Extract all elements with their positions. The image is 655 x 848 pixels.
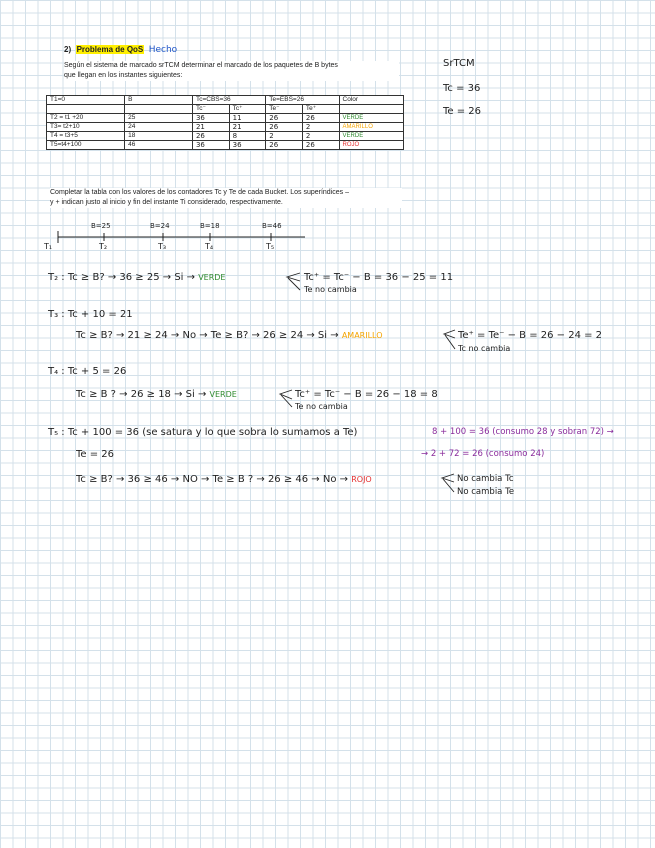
t5-result: ROJO bbox=[351, 475, 372, 484]
instructions-line-2: y + indican justo al inicio y fin del instante Ti considerado, respectivamente. bbox=[50, 199, 283, 206]
cell-color: ROJO bbox=[339, 141, 403, 150]
branch-arrow bbox=[442, 474, 454, 482]
timeline-t-label: T₅ bbox=[266, 242, 275, 251]
t3-main: Tc ≥ B? → 21 ≥ 24 → No → Te ≥ B? → 26 ≥ 24 → Si → bbox=[76, 330, 339, 341]
t2-branch-2: Te no cambia bbox=[304, 285, 357, 294]
subheader-tc-plus: Tc⁺ bbox=[229, 105, 266, 114]
cell-te-plus: 26 bbox=[302, 114, 339, 123]
t3-step bbox=[76, 330, 383, 341]
t5-note-2: → 2 + 72 = 26 (consumo 24) bbox=[421, 449, 545, 459]
branch-arrow bbox=[280, 390, 292, 399]
header-te: Te=EBS=26 bbox=[266, 96, 339, 105]
subheader-te-minus: Te⁻ bbox=[266, 105, 303, 114]
t5-head: T₅ : Tc + 100 = 36 (se satura y lo que sobra lo sumamos a Te) bbox=[48, 427, 358, 438]
branch-arrow bbox=[287, 273, 300, 281]
cell-tc-plus: 11 bbox=[229, 114, 266, 123]
cell-b: 25 bbox=[125, 114, 193, 123]
timeline-t-label: T₁ bbox=[44, 242, 53, 251]
cell-b: 24 bbox=[125, 123, 193, 132]
intro-line-2: que llegan en los instantes siguientes: bbox=[64, 72, 183, 79]
t4-result: VERDE bbox=[209, 390, 237, 399]
status-note: Hecho bbox=[148, 45, 178, 55]
branch-arrow bbox=[443, 479, 454, 492]
problem-number: 2) bbox=[64, 45, 72, 54]
cell-tc-plus: 21 bbox=[229, 123, 266, 132]
t2-main: T₂ : Tc ≥ B? → 36 ≥ 25 → Si → bbox=[48, 272, 195, 283]
cell-te-minus: 26 bbox=[266, 114, 303, 123]
t5-step bbox=[76, 474, 372, 485]
cell-color: VERDE bbox=[339, 114, 403, 123]
branch-arrow bbox=[288, 278, 300, 290]
timeline-b-label: B=46 bbox=[262, 222, 282, 230]
t3-result: AMARILLO bbox=[341, 331, 383, 340]
cell-te-minus: 26 bbox=[266, 123, 303, 132]
t3-branch-1: Te⁺ = Te⁻ − B = 26 − 24 = 2 bbox=[458, 330, 603, 341]
cell-tc-minus: 26 bbox=[192, 132, 229, 141]
cell-tc-minus: 21 bbox=[192, 123, 229, 132]
timeline-t-label: T₃ bbox=[158, 242, 167, 251]
t5-branch-1: No cambia Tc bbox=[457, 474, 514, 484]
t5-branch-2: No cambia Te bbox=[457, 487, 515, 497]
t4-main: Tc ≥ B ? → 26 ≥ 18 → Si → bbox=[76, 389, 207, 400]
header-color: Color bbox=[339, 96, 403, 105]
side-tc: Tc = 36 bbox=[443, 83, 481, 94]
cell-t: T5=t4+100 bbox=[47, 141, 125, 150]
t5-main: Tc ≥ B? → 36 ≥ 46 → NO → Te ≥ B ? → 26 ≥ 46 → No → bbox=[76, 474, 349, 485]
t4-head: T₄ : Tc + 5 = 26 bbox=[48, 366, 127, 377]
cell-b: 18 bbox=[125, 132, 193, 141]
t2-step bbox=[48, 272, 226, 283]
timeline-t-label: T₂ bbox=[99, 242, 108, 251]
timeline-b-label: B=25 bbox=[91, 222, 111, 230]
side-title: SrTCM bbox=[443, 58, 475, 69]
subheader-tc-minus: Tc⁻ bbox=[192, 105, 229, 114]
instructions-line-1: Completar la tabla con los valores de los contadores Tc y Te de cada Bucket. Los superíndices – bbox=[50, 189, 349, 196]
problem-title: Problema de QoS bbox=[76, 45, 144, 54]
branch-arrow bbox=[444, 330, 455, 338]
cell-te-minus: 2 bbox=[266, 132, 303, 141]
header-b: B bbox=[125, 96, 193, 105]
timeline-b-label: B=18 bbox=[200, 222, 220, 230]
t4-branch-2: Te no cambia bbox=[295, 402, 348, 411]
subheader-te-plus: Te⁺ bbox=[302, 105, 339, 114]
timeline-b-label: B=24 bbox=[150, 222, 170, 230]
t2-result: VERDE bbox=[198, 273, 226, 282]
cell-tc-plus: 36 bbox=[229, 141, 266, 150]
cell-tc-minus: 36 bbox=[192, 141, 229, 150]
cell-te-plus: 2 bbox=[302, 123, 339, 132]
t5-te-line: Te = 26 bbox=[76, 449, 115, 460]
cell-te-plus: 26 bbox=[302, 141, 339, 150]
t5-note-1: 8 + 100 = 36 (consumo 28 y sobran 72) → bbox=[432, 427, 614, 437]
t2-branch-1: Tc⁺ = Tc⁻ − B = 36 − 25 = 11 bbox=[304, 272, 454, 283]
t4-branch-1: Tc⁺ = Tc⁻ − B = 26 − 18 = 8 bbox=[295, 389, 438, 400]
t4-step bbox=[76, 389, 237, 400]
cell-te-minus: 26 bbox=[266, 141, 303, 150]
cell-color: AMARILLO bbox=[339, 123, 403, 132]
timeline-t-label: T₄ bbox=[205, 242, 214, 251]
header-t1: T1=0 bbox=[47, 96, 125, 105]
cell-t: T2 = t1 +20 bbox=[47, 114, 125, 123]
cell-tc-minus: 36 bbox=[192, 114, 229, 123]
cell-color: VERDE bbox=[339, 132, 403, 141]
cell-tc-plus: 8 bbox=[229, 132, 266, 141]
t3-branch-2: Tc no cambia bbox=[458, 344, 511, 353]
side-te: Te = 26 bbox=[443, 106, 482, 117]
cell-t: T4 = t3+5 bbox=[47, 132, 125, 141]
t3-head: T₃ : Tc + 10 = 21 bbox=[48, 309, 133, 320]
header-tc: Tc=CBS=36 bbox=[192, 96, 265, 105]
cell-te-plus: 2 bbox=[302, 132, 339, 141]
cell-t: T3= t2+10 bbox=[47, 123, 125, 132]
intro-line-1: Según el sistema de marcado srTCM determinar el marcado de los paquetes de B bytes bbox=[64, 62, 338, 69]
cell-b: 46 bbox=[125, 141, 193, 150]
